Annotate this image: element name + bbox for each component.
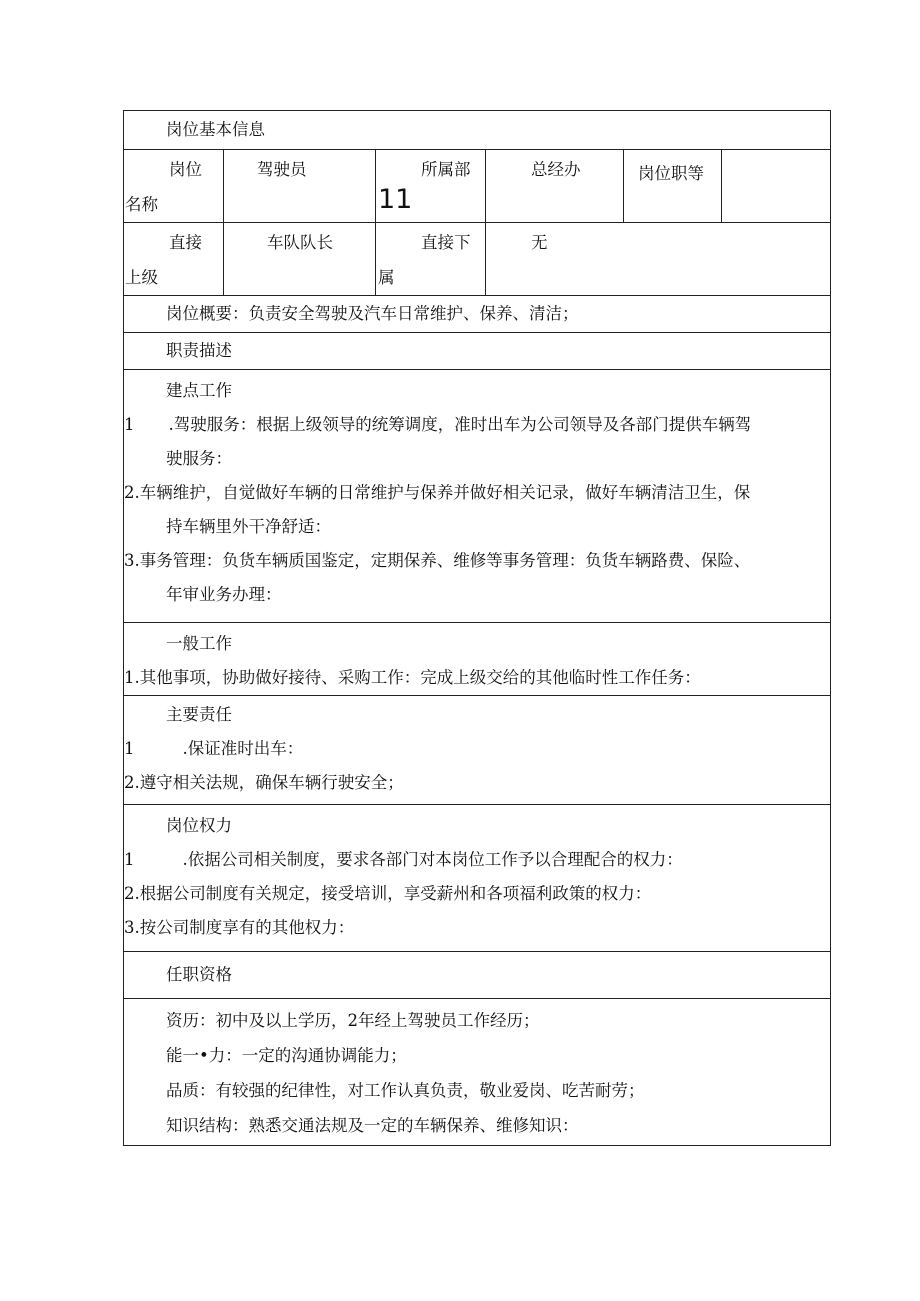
- basic-info-row-2: [124, 223, 831, 296]
- responsibilities-section: [124, 696, 830, 800]
- authority-item: 2.根据公司制度有关规定，接受培训，享受薪州和各项福利政策的权力：: [124, 884, 652, 903]
- general-work-row: [124, 623, 831, 696]
- key-work-row: [124, 370, 831, 623]
- qualification-item: 资历：初中及以上学历，2年经上驾驶员工作经历；: [166, 1011, 540, 1030]
- subordinate-value: 无: [531, 233, 548, 252]
- qualification-item: 知识结构：熟悉交通法规及一定的车辆保养、维修知识：: [166, 1116, 579, 1135]
- position-name-label: 岗位 名称: [125, 160, 202, 214]
- position-summary: 岗位概要：负责安全驾驶及汽车日常维护、保养、清洁；: [166, 304, 579, 323]
- section-title-basic-info: 岗位基本信息: [166, 120, 265, 139]
- authority-item: 3.按公司制度享有的其他权力：: [124, 918, 355, 937]
- qualification-title-row: [124, 952, 831, 999]
- duties-title-row: [124, 333, 831, 370]
- section-title-general-work: 一般工作: [166, 634, 232, 653]
- section-title-authority: 岗位权力: [166, 816, 232, 835]
- responsibility-item: 1 .保证准时出车：: [124, 739, 304, 758]
- position-grade-label: 岗位职等: [638, 164, 704, 183]
- qualification-item: 品质：有较强的纪律性，对工作认真负责，敬业爱岗、吃苦耐劳；: [166, 1081, 645, 1100]
- key-work-section: [124, 370, 830, 612]
- subordinate-label: 直接下 属: [378, 233, 471, 287]
- position-name-value: 驾驶员: [257, 160, 307, 179]
- key-work-item: 1 .驾驶服务：根据上级领导的统筹调度，准时出车为公司领导及各部门提供车辆驾 驶服务：: [124, 415, 752, 468]
- superior-label: 直接 上级: [125, 233, 202, 287]
- superior-value: 车队队长: [267, 233, 333, 252]
- general-work-item: 1.其他事项，协助做好接待、采购工作：完成上级交给的其他临时性工作任务：: [124, 668, 701, 687]
- department-value: 总经办: [531, 160, 581, 179]
- position-grade-value: [722, 150, 830, 222]
- key-work-item: 2.车辆维护，自觉做好车辆的日常维护与保养并做好相关记录，做好车辆清洁卫生，保 持车辆里外干净舒适：: [124, 483, 751, 536]
- authority-item: 1 .依据公司相关制度，要求各部门对本岗位工作予以合理配合的权力：: [124, 850, 683, 869]
- qualification-item: 能一•力：一定的沟通协调能力；: [166, 1046, 407, 1065]
- section-title-qualifications: 任职资格: [166, 965, 232, 984]
- responsibility-item: 2.遵守相关法规，确保车辆行驶安全；: [124, 773, 404, 792]
- header-row: [124, 111, 831, 150]
- section-title-duties: 职责描述: [166, 341, 232, 360]
- section-title-responsibilities: 主要责任: [166, 705, 232, 724]
- department-label: 所属部 11: [378, 160, 471, 215]
- basic-info-row-1: [124, 150, 831, 223]
- qualifications-row: [124, 999, 831, 1146]
- section-title-key-work: 建点工作: [166, 381, 232, 400]
- authority-section: [124, 805, 830, 945]
- summary-row: [124, 296, 831, 333]
- responsibilities-row: [124, 696, 831, 805]
- general-work-section: [124, 623, 830, 695]
- qualifications-section: [124, 999, 830, 1143]
- authority-row: [124, 805, 831, 952]
- key-work-item: 3.事务管理：负货车辆质国鉴定，定期保养、维修等事务管理：负货车辆路费、保险、 年审业务办理：: [124, 551, 751, 604]
- job-description-table: [123, 110, 831, 1146]
